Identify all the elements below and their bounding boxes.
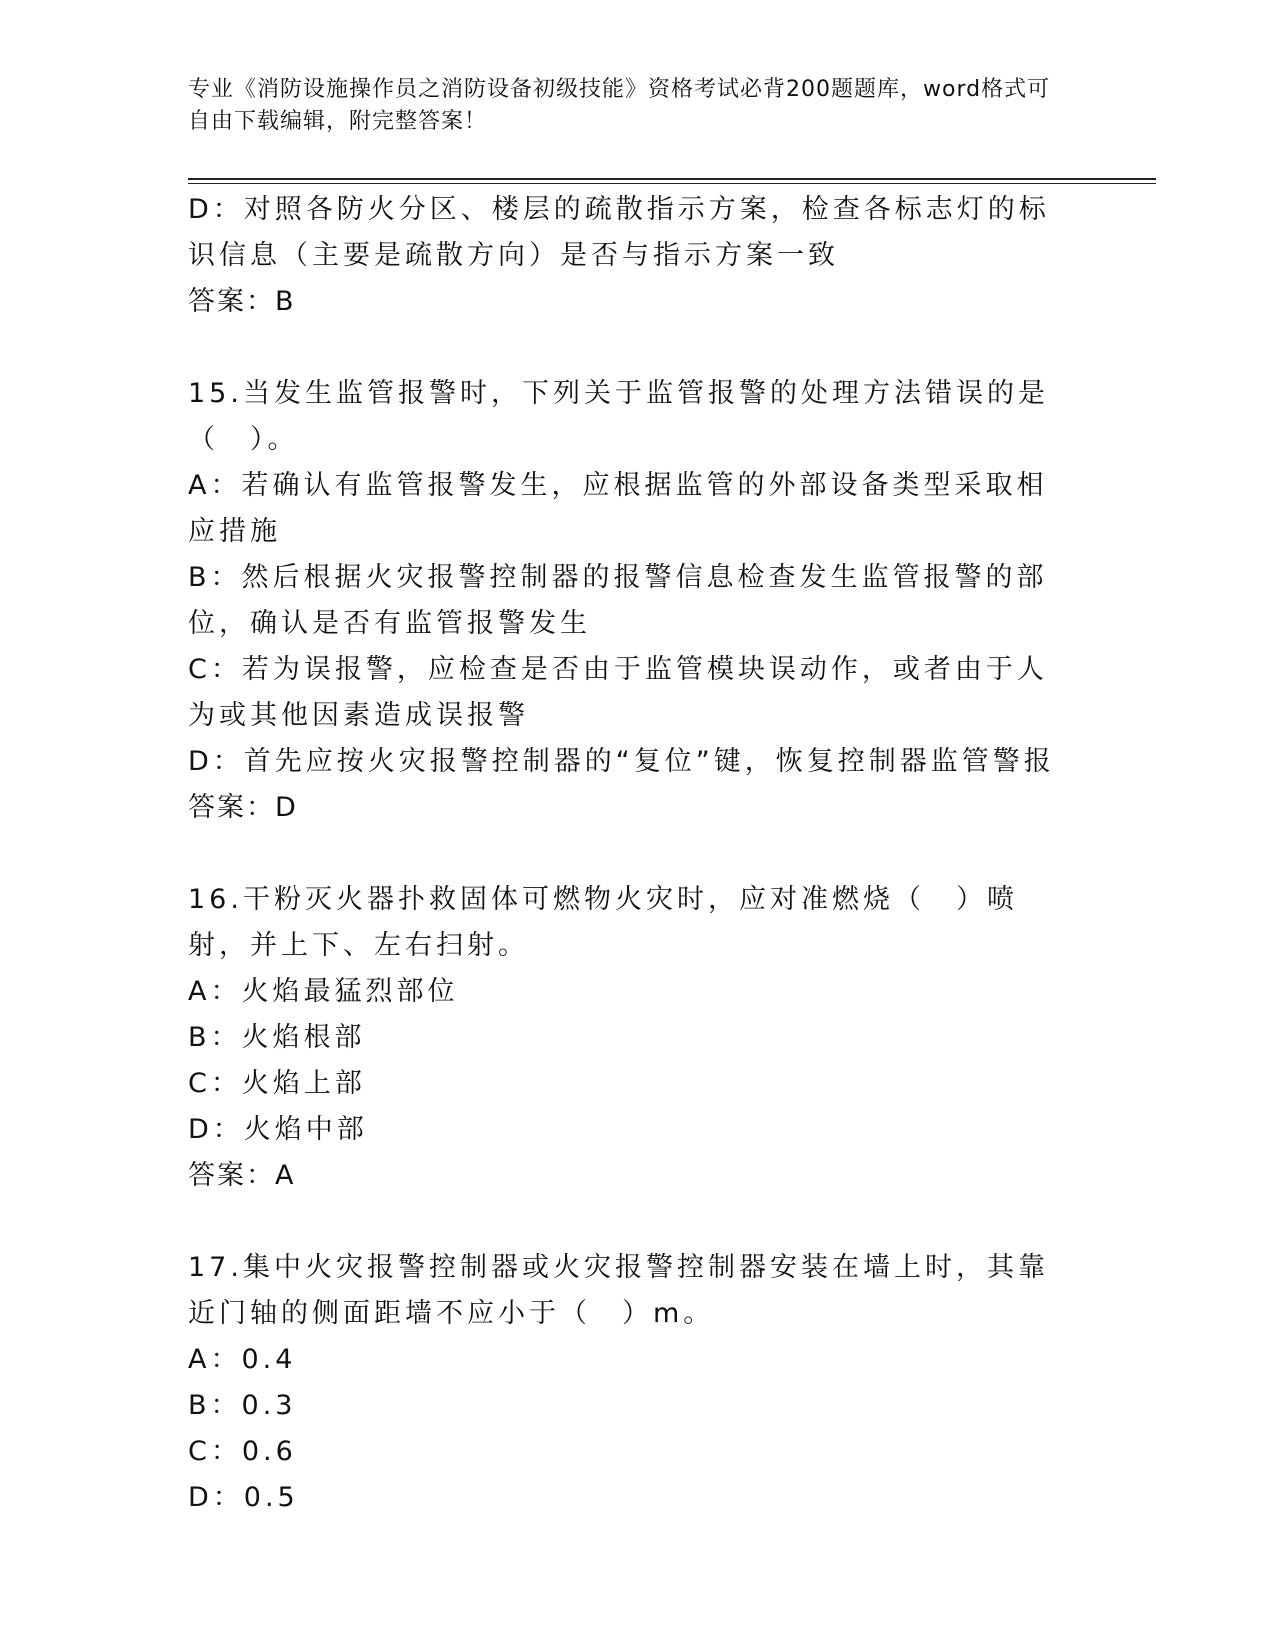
question-15-option-d: D：首先应按火灾报警控制器的“复位”键，恢复控制器监管警报 — [188, 746, 1055, 777]
question-16-answer: 答案：A — [188, 1160, 296, 1191]
question-16-stem: 16.干粉灭火器扑救固体可燃物火灾时，应对准燃烧（ ）喷射，并上下、左右扫射。 — [188, 884, 1018, 961]
question-16-option-d: D：火焰中部 — [188, 1114, 368, 1145]
question-15-option-c: C：若为误报警，应检查是否由于监管模块误动作，或者由于人为或其他因素造成误报警 — [188, 654, 1048, 731]
question-17-option-a: A：0.4 — [188, 1344, 297, 1375]
question-content — [188, 187, 1078, 1521]
question-15-option-b: B：然后根据火灾报警控制器的报警信息检查发生监管报警的部位，确认是否有监管报警发生 — [188, 562, 1048, 639]
spacer — [188, 831, 1078, 877]
question-15-option-a: A：若确认有监管报警发生，应根据监管的外部设备类型采取相应措施 — [188, 470, 1048, 547]
question-16-option-a: A：火焰最猛烈部位 — [188, 976, 459, 1007]
header-rule-thin — [188, 183, 1156, 184]
prev-option-d: D：对照各防火分区、楼层的疏散指示方案，检查各标志灯的标识信息（主要是疏散方向）是否与指示方案一致 — [188, 194, 1050, 271]
spacer — [188, 1199, 1078, 1245]
prev-answer: 答案：B — [188, 286, 296, 317]
question-17-option-b: B：0.3 — [188, 1390, 297, 1421]
question-17-stem: 17.集中火灾报警控制器或火灾报警控制器安装在墙上时，其靠近门轴的侧面距墙不应小于（ ）m。 — [188, 1252, 1049, 1329]
header-rule-thick — [188, 178, 1156, 180]
question-15-answer: 答案：D — [188, 792, 298, 823]
spacer — [188, 325, 1078, 371]
question-17-option-c: C：0.6 — [188, 1436, 297, 1467]
question-17-option-d: D：0.5 — [188, 1482, 299, 1513]
question-15-stem: 15.当发生监管报警时，下列关于监管报警的处理方法错误的是（ ）。 — [188, 378, 1049, 455]
document-header: 专业《消防设施操作员之消防设备初级技能》资格考试必背200题题库，word格式可自由下载编辑，附完整答案！ — [188, 77, 1051, 134]
question-16-option-c: C：火焰上部 — [188, 1068, 366, 1099]
question-16-option-b: B：火焰根部 — [188, 1022, 366, 1053]
